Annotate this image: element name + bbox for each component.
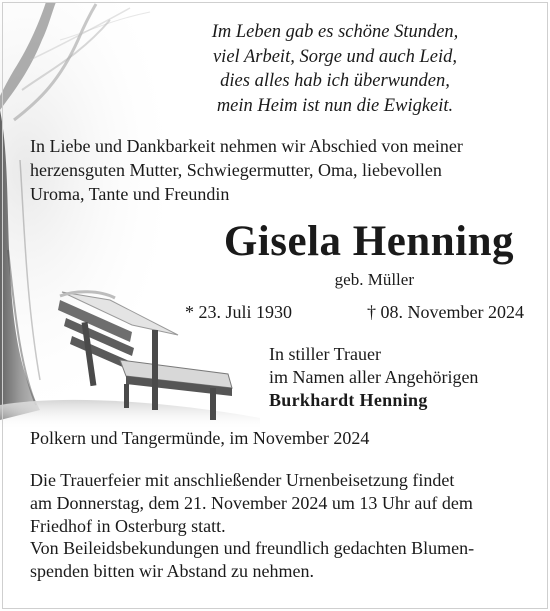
intro-line: In Liebe und Dankbarkeit nehmen wir Abschied von meiner [30, 136, 463, 156]
maiden-name: geb. Müller [334, 270, 414, 289]
funeral-line: Von Beileidsbekundungen und freundlich gedachten Blumen- [30, 538, 475, 559]
intro-line: Uroma, Tante und Freundin [30, 184, 230, 204]
poem [150, 20, 520, 118]
death-date: † 08. November 2024 [367, 302, 524, 322]
place-date: Polkern und Tangermünde, im November 2024 [30, 428, 370, 448]
intro-line: herzensguten Mutter, Schwiegermutter, Oma, liebevollen [30, 160, 442, 180]
birth-date: * 23. Juli 1930 [185, 302, 293, 322]
poem-line: viel Arbeit, Sorge und auch Leid, [212, 46, 458, 67]
mourners-line: In stiller Trauer [269, 344, 381, 364]
funeral-line: Friedhof in Osterburg statt. [30, 515, 226, 536]
deceased-name: Gisela Henning [223, 218, 514, 265]
poem-line: dies alles hab ich überwunden, [220, 71, 450, 91]
signer-name: Burkhardt Henning [269, 390, 428, 410]
funeral-line: Die Trauerfeier mit anschließender Urnenbeisetzung findet [30, 470, 455, 490]
funeral-line: am Donnerstag, dem 21. November 2024 um 13 Uhr auf dem [30, 492, 473, 513]
mourners-block [269, 343, 478, 412]
intro-paragraph [30, 134, 524, 206]
mourners-line: im Namen aller Angehörigen [269, 367, 479, 387]
poem-line: mein Heim ist nun die Ewigkeit. [216, 95, 454, 116]
poem-line: Im Leben gab es schöne Stunden, [211, 22, 459, 42]
funeral-info [30, 469, 524, 583]
funeral-line: spenden bitten wir Abstand zu nehmen. [30, 561, 314, 582]
